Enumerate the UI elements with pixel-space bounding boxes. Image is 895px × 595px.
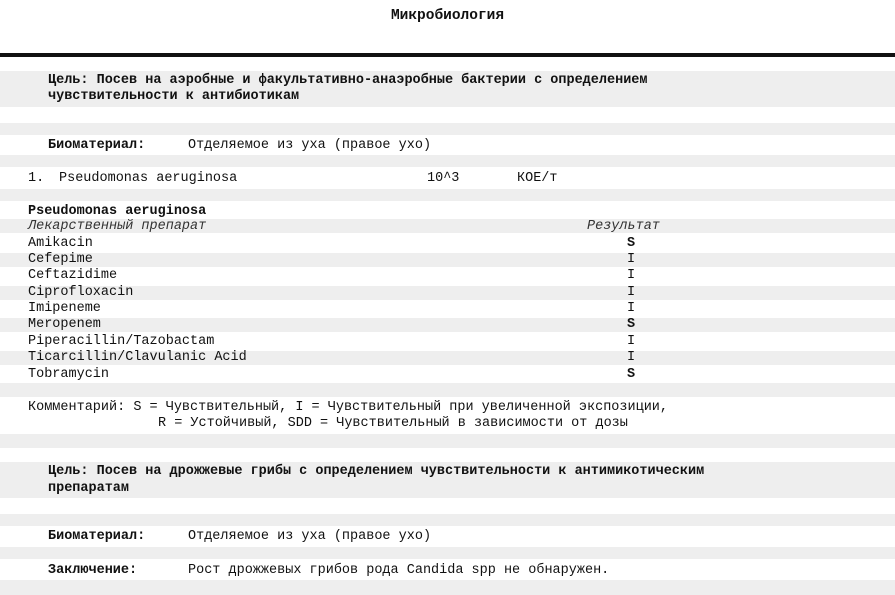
finding-organism: Pseudomonas aeruginosa [59,171,238,186]
comment-line-2: R = Устойчивый, SDD = Чувствительный в зависимости от дозы [158,416,628,431]
drug-name: Ticarcillin/Clavulanic Acid [28,350,247,365]
conclusion-label: Заключение: [48,563,138,578]
conclusion-value: Рост дрожжевых грибов рода Candida spp не обнаружен. [188,563,610,578]
band [0,318,895,332]
goal-line-1: Цель: Посев на дрожжевые грибы с определением чувствительности к антимикотическим [48,464,705,479]
band [0,547,895,559]
drug-result: S [626,317,636,332]
band [0,253,895,267]
column-header-drug: Лекарственный препарат [28,219,207,234]
drug-name: Meropenem [28,317,101,332]
biomaterial-value: Отделяемое из уха (правое ухо) [188,138,432,153]
drug-name: Ciprofloxacin [28,285,134,300]
page-title: Микробиология [390,8,505,24]
biomaterial-label: Биоматериал: [48,529,146,544]
drug-name: Imipeneme [28,301,101,316]
drug-name: Tobramycin [28,367,110,382]
biomaterial-label: Биоматериал: [48,138,146,153]
drug-result: I [626,350,636,365]
drug-result: S [626,236,636,251]
finding-index: 1. [28,171,45,186]
drug-name: Piperacillin/Tazobactam [28,334,215,349]
finding-count: 10^3 [427,171,460,186]
band [0,580,895,595]
finding-unit: КОЕ/т [517,171,558,186]
drug-result: S [626,367,636,382]
column-header-result: Результат [587,219,660,234]
header-divider [0,53,895,57]
drug-result: I [626,268,636,283]
goal-line-2: чувствительности к антибиотикам [48,89,300,104]
drug-name: Ceftazidime [28,268,118,283]
goal-line-1: Цель: Посев на аэробные и факультативно-анаэробные бактерии с определением [48,73,648,88]
drug-name: Cefepime [28,252,93,267]
drug-result: I [626,252,636,267]
organism-header: Pseudomonas aeruginosa [28,204,207,219]
drug-name: Amikacin [28,236,93,251]
band [0,434,895,448]
goal-line-2: препаратам [48,481,130,496]
drug-result: I [626,285,636,300]
band [0,155,895,167]
drug-result: I [626,334,636,349]
band [0,514,895,526]
drug-result: I [626,301,636,316]
band [0,383,895,397]
band [0,286,895,300]
biomaterial-value: Отделяемое из уха (правое ухо) [188,529,432,544]
comment-line-1: Комментарий: S = Чувствительный, I = Чувствительный при увеличенной экспозиции, [28,400,669,415]
band [0,189,895,201]
band [0,123,895,135]
